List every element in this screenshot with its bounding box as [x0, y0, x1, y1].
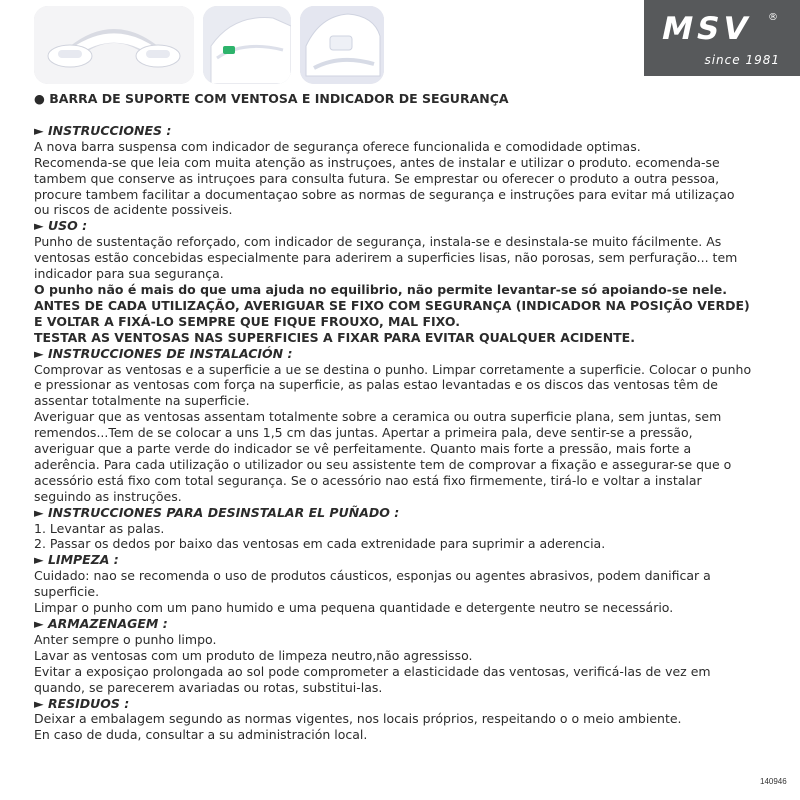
list-item: 2. Passar os dedos por baixo das ventosas em cada extrenidade para suprimir a aderencia.	[34, 536, 606, 552]
section-heading: ► INSTRUCCIONES :	[34, 122, 172, 138]
section-limpeza	[34, 552, 754, 616]
section-heading: ► LIMPEZA :	[34, 552, 119, 568]
section-instrucciones	[34, 123, 754, 218]
section-instalacion	[34, 346, 754, 505]
brand-logo	[644, 0, 800, 76]
product-photo-indicator	[203, 6, 291, 84]
paragraph: Cuidado: nao se recomenda o uso de produtos cáusticos, esponjas ou agentes abrasivos, podem danificar a superficie.	[34, 568, 711, 600]
list-item: 1. Levantar as palas.	[34, 520, 165, 536]
paragraph: Punho de sustentação reforçado, com indicador de segurança, instala-se e desinstala-se muito fácilmente. As ventosas estão concebidas especialmente para aderirem a superficies lisas, não porosas, sem perfuração... tem indicador para sua segurança.	[34, 234, 738, 282]
paragraph: Lavar as ventosas com um produto de limpeza neutro,não agressisso.	[34, 647, 473, 663]
brand-since: since 1981	[704, 53, 780, 67]
paragraph: Deixar a embalagem segundo as normas vigentes, nos locais próprios, respeitando o o meio ambiente.	[34, 711, 682, 727]
section-heading: ► INSTRUCCIONES PARA DESINSTALAR EL PUÑADO :	[34, 504, 400, 520]
paragraph: Limpar o punho com um pano humido e uma pequena quantidade e detergente neutro se necessário.	[34, 600, 674, 616]
section-desinstalar	[34, 505, 754, 553]
product-photo-suction-cup	[300, 6, 384, 84]
paragraph: Comprovar as ventosas e a superficie a ue se destina o punho. Limpar corretamente a superficie. Colocar o punho e pressionar as ventosas com força na superficie, as palas estao levantadas e os discos das ventosas têm de assentar totalmente na superficie.	[34, 361, 752, 409]
brand-name: MSV	[658, 11, 755, 47]
paragraph: Anter sempre o punho limpo.	[34, 631, 217, 647]
warning-paragraph: ANTES DE CADA UTILIZAÇÃO, AVERIGUAR SE FIXO COM SEGURANÇA (INDICADOR NA POSIÇÃO VERDE) E VOLTAR A FIXÁ-LO SEMPRE QUE FIQUE FROUXO, MAL FIXO.	[34, 297, 750, 329]
paragraph: En caso de duda, consultar a su administración local.	[34, 727, 368, 743]
paragraph: A nova barra suspensa com indicador de segurança oferece funcionalida e comodidade optimas.	[34, 138, 641, 154]
warning-paragraph: O punho não é mais do que uma ajuda no equilibrio, não permite levantar-se só apoiando-se nele.	[34, 281, 728, 297]
section-armazenagem	[34, 616, 754, 696]
product-code: 140946	[760, 777, 787, 786]
section-uso	[34, 218, 754, 345]
section-heading: ► ARMAZENAGEM :	[34, 616, 168, 631]
product-photo-bar	[34, 6, 194, 84]
warning-paragraph: TESTAR AS VENTOSAS NAS SUPERFICIES A FIXAR PARA EVITAR QUALQUER ACIDENTE.	[34, 329, 635, 345]
document-title: ● BARRA DE SUPORTE COM VENTOSA E INDICADOR DE SEGURANÇA	[34, 91, 509, 106]
section-heading: ► RESIDUOS :	[34, 695, 130, 711]
paragraph: Recomenda-se que leia com muita atenção as instruçoes, antes de instalar e utilizar o produto. ecomenda-se tambem que conserve as intruçoes para consulta futura. Se emprestar ou oferecer o produto a outra pessoa, procure tambem facilitar a documentaçao sobre as normas de segurança e instruções para evitar má utilizaçao ou riscos de acidente possiveis.	[34, 154, 735, 218]
paragraph: Evitar a exposiçao prolongada ao sol pode comprometer a elasticidade das ventosas, verificá-las de vez em quando, se parecerem avariadas ou rotas, substitui-las.	[34, 663, 711, 695]
section-heading: ► INSTRUCCIONES DE INSTALACIÓN :	[34, 345, 293, 361]
section-residuos	[34, 696, 754, 744]
instructions-document	[34, 91, 754, 743]
paragraph: Averiguar que as ventosas assentam totalmente sobre a ceramica ou outra superficie plana, sem juntas, sem remendos...Tem de se colocar a uns 1,5 cm das juntas. Apertar a primeira pala, deve sentir-se a pressão, averiguar que a parte verde do indicador se vê perfeitamente. Quanto mais forte a pressão, mais forte a aderência. Para cada utilização o utilizador ou seu assistente tem de comprovar a fixação e assegurar-se que o acessório está fixo com total segurança. Se o acessório nao está fixo firmemente, tirá-lo e voltar a instalar seguindo as instruções.	[34, 409, 732, 504]
section-heading: ► USO :	[34, 218, 88, 234]
registered-mark: ®	[768, 12, 778, 23]
